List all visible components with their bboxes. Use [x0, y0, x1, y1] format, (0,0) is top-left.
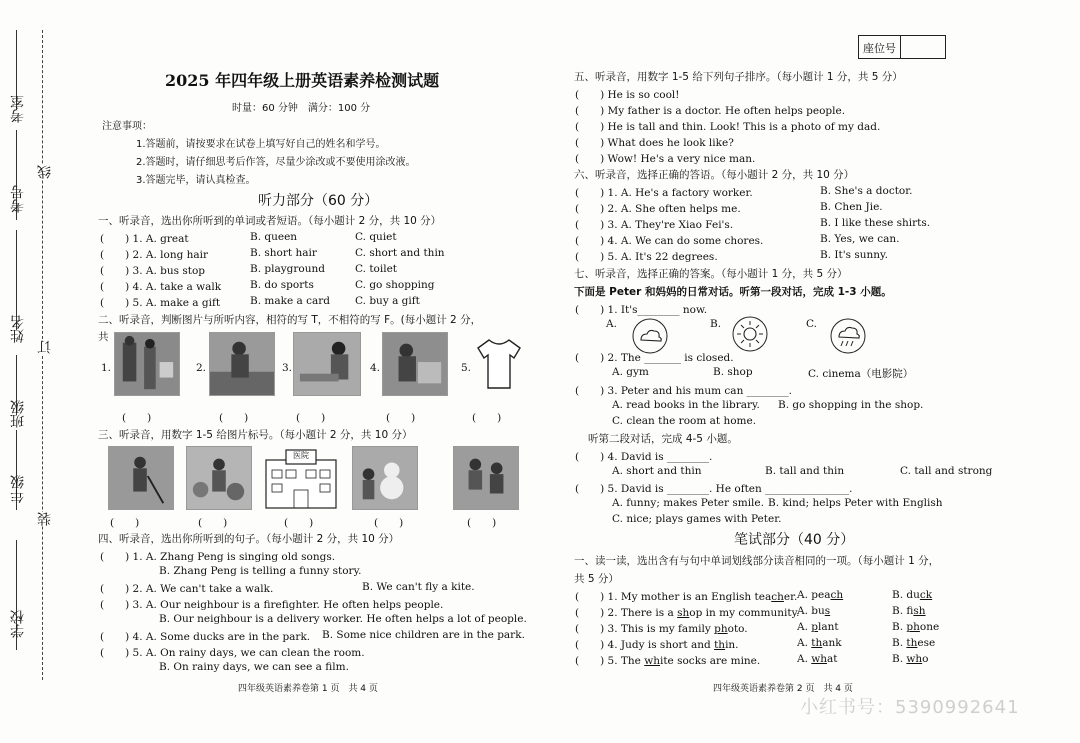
cut-mark-ding: 订: [37, 340, 53, 354]
q7-opt-a: A. gym: [612, 366, 649, 378]
q7-item-4: ( ) 4. David is ________.: [575, 451, 713, 463]
q7-opt-c: C. cinema（电影院）: [808, 368, 914, 380]
q6-option-b: B. I like these shirts.: [820, 217, 931, 229]
q7-opt-a: A. read books in the library.: [612, 399, 760, 411]
q1-option-c: C. toilet: [355, 263, 398, 275]
q6-option-b: B. Chen Jie.: [820, 201, 883, 213]
label-exam-number: 考号: [10, 185, 26, 213]
q2-photo-shopping: [114, 332, 180, 396]
seat-number-box[interactable]: [858, 35, 946, 59]
hospital-icon: [262, 446, 340, 510]
q3-photo-flowers: [186, 446, 252, 510]
w1-opt-b: B. phone: [892, 621, 940, 633]
w1-item-4: ( ) 4. Judy is short and thin.: [575, 639, 739, 651]
q2-num: 1.: [101, 362, 112, 374]
time-info: 时量：60 分钟 满分：100 分: [232, 103, 371, 114]
q3-heading: 三、听录音，用数字 1-5 给图片标号。（每小题计 2 分，共 10 分）: [98, 429, 413, 441]
q4-item-5a: ( ) 5. A. On rainy days, we can clean the room.: [100, 647, 365, 659]
q2-answer-bracket[interactable]: ( ): [296, 412, 326, 424]
q2-heading-cont: 共: [98, 331, 109, 343]
w1-item-5: ( ) 5. The white socks are mine.: [575, 655, 761, 667]
q1-option-c: C. buy a gift: [355, 295, 420, 307]
q3-photo-snowman: [352, 446, 418, 510]
w1-opt-b: B. these: [892, 637, 936, 649]
q4-item-2a: ( ) 2. A. We can't take a walk.: [100, 583, 274, 595]
q2-num: 5.: [461, 362, 472, 374]
w1-opt-a: A. thank: [797, 637, 842, 649]
w1-opt-a: A. bus: [797, 605, 831, 617]
q7-opt-c: C. tall and strong: [900, 465, 993, 477]
q4-item-2b: B. We can't fly a kite.: [362, 581, 475, 593]
rainy-icon: [830, 318, 866, 354]
q6-option-b: B. She's a doctor.: [820, 185, 913, 197]
q1-item-3: ( ) 3. A. bus stop: [100, 265, 206, 277]
cloudy-icon: [632, 318, 668, 354]
label-class: 班级: [10, 400, 26, 428]
q3-answer-bracket[interactable]: ( ): [198, 517, 228, 529]
q4-item-3a: ( ) 3. A. Our neighbour is a firefighter. He often helps people.: [100, 599, 444, 611]
q2-answer-bracket[interactable]: ( ): [122, 412, 152, 424]
q3-answer-bracket[interactable]: ( ): [467, 517, 497, 529]
q5-item: ( ) He is tall and thin. Look! This is a photo of my dad.: [575, 121, 881, 133]
label-grade: 年级: [10, 475, 26, 503]
q1-option-b: B. do sports: [250, 279, 314, 291]
footer-page-1: 四年级英语素养卷第 1 页 共 4 页: [238, 684, 378, 694]
w1-opt-a: A. peach: [797, 589, 844, 601]
q5-item: ( ) My father is a doctor. He often helps people.: [575, 105, 846, 117]
notice-1: 1.答题前，请按要求在试卷上填写好自己的姓名和学号。: [136, 139, 386, 150]
binding-strip: [0, 0, 66, 743]
q1-option-c: C. quiet: [355, 231, 397, 243]
q6-option-a: ( ) 1. A. He's a factory worker.: [575, 187, 753, 199]
q4-item-4b: B. Some nice children are in the park.: [322, 629, 525, 641]
w1-opt-b: B. fish: [892, 605, 926, 617]
q6-option-a: ( ) 5. A. It's 22 degrees.: [575, 251, 718, 263]
q6-heading: 六、听录音，选择正确的答语。（每小题计 2 分，共 10 分）: [574, 169, 855, 181]
cut-mark-line: 线: [37, 165, 53, 179]
seat-number-field[interactable]: [901, 36, 945, 58]
q4-item-1a: ( ) 1. A. Zhang Peng is singing old songs.: [100, 551, 336, 563]
q7-opt-c: C.: [806, 318, 817, 330]
q3-photo-sweeping: [108, 446, 174, 510]
q3-answer-bracket[interactable]: ( ): [374, 517, 404, 529]
footer-page-2: 四年级英语素养卷第 2 页 共 4 页: [713, 684, 853, 694]
q7-opt-b: B.: [710, 318, 722, 330]
q7-opt-b: B. kind; helps Peter with English: [768, 497, 943, 509]
q2-photo-cleaning: [382, 332, 448, 396]
q5-item: ( ) He is so cool!: [575, 89, 680, 101]
q2-num: 4.: [370, 362, 381, 374]
q2-num: 3.: [282, 362, 293, 374]
q7-opt-a: A. short and thin: [612, 465, 702, 477]
q7-opt-b: B. tall and thin: [765, 465, 845, 477]
label-exam-room: 考室: [10, 95, 26, 123]
q2-answer-bracket[interactable]: ( ): [472, 412, 502, 424]
q4-item-3b: B. Our neighbour is a delivery worker. He often helps a lot of people.: [159, 613, 527, 625]
q5-item: ( ) What does he look like?: [575, 137, 734, 149]
q6-option-a: ( ) 3. A. They're Xiao Fei's.: [575, 219, 734, 231]
q7-intro: 下面是 Peter 和妈妈的日常对话。听第一段对话，完成 1-3 小题。: [574, 286, 892, 298]
w1-heading-cont: 共 5 分）: [574, 573, 619, 585]
q6-option-a: ( ) 2. A. She often helps me.: [575, 203, 741, 215]
q2-answer-bracket[interactable]: ( ): [386, 412, 416, 424]
tshirt-icon: [474, 336, 524, 392]
q1-heading: 一、听录音，选出你所听到的单词或者短语。（每小题计 2 分，共 10 分）: [98, 215, 442, 227]
q1-item-2: ( ) 2. A. long hair: [100, 249, 209, 261]
q2-answer-bracket[interactable]: ( ): [219, 412, 249, 424]
q7-intro-2: 听第二段对话，完成 4-5 小题。: [588, 433, 738, 445]
w1-opt-a: A. plant: [797, 621, 839, 633]
notice-title: 注意事项：: [102, 121, 152, 132]
q4-item-1b: B. Zhang Peng is telling a funny story.: [159, 565, 362, 577]
q1-item-4: ( ) 4. A. take a walk: [100, 281, 222, 293]
q7-opt-b: B. shop: [713, 366, 753, 378]
listening-title: 听力部分（60 分）: [258, 193, 379, 209]
notice-3: 3.答题完毕，请认真检查。: [136, 175, 256, 186]
q5-item: ( ) Wow! He's a very nice man.: [575, 153, 756, 165]
q7-opt-a: A.: [606, 318, 617, 330]
q1-option-c: C. go shopping: [355, 279, 435, 291]
q4-heading: 四、听录音，选出你所听到的句子。（每小题计 2 分，共 10 分）: [98, 533, 400, 545]
q7-item-3: ( ) 3. Peter and his mum can ________.: [575, 385, 793, 397]
q1-option-c: C. short and thin: [355, 247, 445, 259]
q4-item-5b: B. On rainy days, we can see a film.: [159, 661, 349, 673]
w1-opt-b: B. duck: [892, 589, 933, 601]
w1-opt-b: B. who: [892, 653, 929, 665]
written-title: 笔试部分（40 分）: [734, 532, 855, 548]
q1-item-1: ( ) 1. A. great: [100, 233, 189, 245]
watermark: 小红书号：5390992641: [800, 697, 1020, 718]
binding-dashed-line: [42, 30, 43, 680]
q7-opt-c: C. nice; plays games with Peter.: [612, 513, 782, 525]
label-name: 姓名: [10, 315, 26, 343]
q4-item-4a: ( ) 4. A. Some ducks are in the park.: [100, 631, 311, 643]
q7-opt-a: A. funny; makes Peter smile.: [612, 497, 764, 509]
q2-photo-farmer: [209, 332, 275, 396]
q5-heading: 五、听录音，用数字 1-5 给下列句子排序。（每小题计 1 分，共 5 分）: [574, 71, 903, 83]
q7-heading: 七、听录音，选择正确的答案。（每小题计 1 分，共 5 分）: [574, 268, 848, 280]
hospital-sign: 医院: [293, 451, 309, 460]
q6-option-b: B. It's sunny.: [820, 249, 888, 261]
q3-answer-bracket[interactable]: ( ): [110, 517, 140, 529]
q7-item-2: ( ) 2. The _______ is closed.: [575, 352, 734, 364]
w1-item-1: ( ) 1. My mother is an English teacher.: [575, 591, 798, 603]
q3-answer-bracket[interactable]: ( ): [284, 517, 314, 529]
q1-option-b: B. short hair: [250, 247, 317, 259]
w1-item-2: ( ) 2. There is a shop in my community.: [575, 607, 800, 619]
w1-opt-a: A. what: [797, 653, 838, 665]
cut-mark-zhuang: 装: [37, 512, 53, 526]
w1-item-3: ( ) 3. This is my family photo.: [575, 623, 748, 635]
q2-heading: 二、听录音，判断图片与所听内容，相符的写 T，不相符的写 F。(每小题计 2 分，: [98, 314, 482, 326]
q3-photo-running: [453, 446, 519, 510]
sunny-icon: [732, 316, 768, 352]
q7-item-5: ( ) 5. David is ________. He often ________________.: [575, 483, 853, 495]
label-school: 学校: [10, 610, 26, 638]
q7-item-1: ( ) 1. It's________ now.: [575, 304, 708, 316]
q7-opt-c: C. clean the room at home.: [612, 415, 757, 427]
q1-option-b: B. playground: [250, 263, 325, 275]
exam-title: 2025 年四年级上册英语素养检测试题: [165, 71, 440, 90]
q1-item-5: ( ) 5. A. make a gift: [100, 297, 221, 309]
q6-option-a: ( ) 4. A. We can do some chores.: [575, 235, 764, 247]
q1-option-b: B. make a card: [250, 295, 331, 307]
notice-2: 2.答题时，请仔细思考后作答，尽量少涂改或不要使用涂改液。: [136, 157, 416, 168]
q2-photo-cooking: [293, 332, 361, 396]
q6-option-b: B. Yes, we can.: [820, 233, 900, 245]
w1-heading: 一、读一读，选出含有与句中单词划线部分读音相同的一项。（每小题计 1 分，: [574, 555, 940, 567]
seat-label: 座位号: [859, 36, 901, 58]
q1-option-b: B. queen: [250, 231, 298, 243]
q2-num: 2.: [196, 362, 207, 374]
q7-opt-b: B. go shopping in the shop.: [778, 399, 924, 411]
